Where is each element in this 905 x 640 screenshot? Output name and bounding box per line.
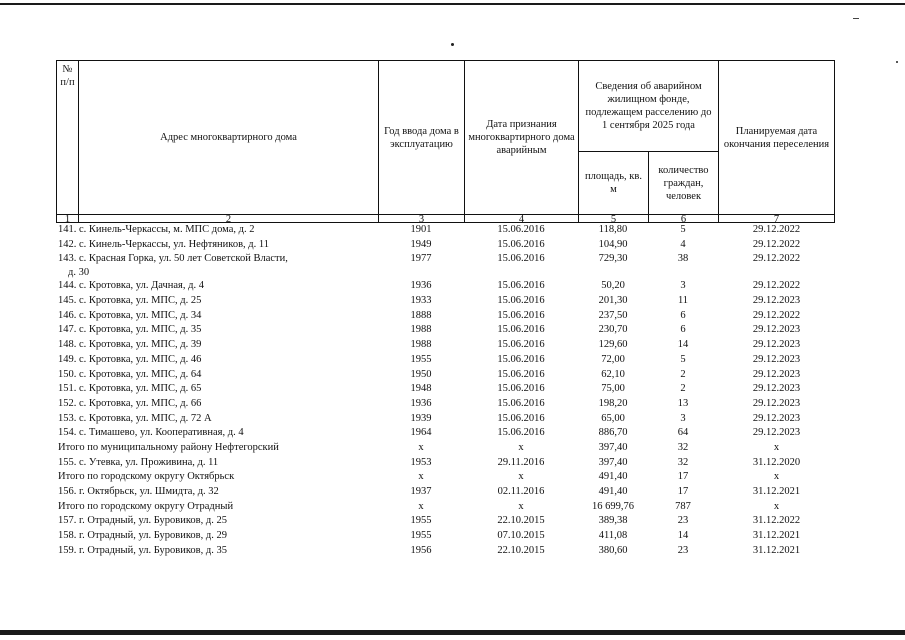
row-address: 144. с. Кротовка, ул. Дачная, д. 4 [58,280,204,292]
row-plan: 29.12.2022 [752,238,801,250]
row-year: 1955 [410,530,432,542]
row-year: 1953 [410,456,432,468]
row-address: 156. г. Октябрьск, ул. Шмидта, д. 32 [58,486,219,497]
row-area: 129,60 [598,339,628,351]
table-row [56,382,835,397]
row-year: 1948 [410,383,432,395]
row-plan: 29.12.2023 [752,353,801,365]
row-plan: х [773,500,780,512]
row-area: 16 699,76 [592,500,634,512]
header-col-number: 3 [378,215,465,223]
row-date: 22.10.2015 [497,544,545,556]
row-address: Итого по городскому округу Отрадный [58,500,234,512]
row-date: 15.06.2016 [497,309,545,321]
table-row [56,412,835,427]
row-address: 152. с. Кротовка, ул. МПС, д. 66 [58,397,202,409]
table-row [56,238,835,253]
row-address: 147. с. Кротовка, ул. МПС, д. 35 [58,324,202,336]
row-area: 72,00 [601,353,625,365]
scan-speck [853,18,859,19]
row-date: 15.06.2016 [497,224,545,235]
table-row [56,338,835,353]
header-col-number: 4 [464,215,579,223]
row-area: 65,00 [601,412,625,424]
scan-bottom-edge [0,630,905,635]
row-plan: 29.12.2023 [752,427,801,439]
row-plan: 29.12.2023 [752,339,801,351]
row-count: 4 [680,238,686,250]
row-area: 75,00 [601,383,625,395]
row-address: Итого по муниципальному району Нефтегорский [58,441,279,453]
row-year: 1939 [410,412,432,424]
row-year: 1888 [410,309,432,321]
row-area: 397,40 [598,441,628,453]
row-area: 491,40 [598,486,628,497]
row-address: 154. с. Тимашево, ул. Кооперативная, д. 4 [58,427,244,439]
row-year: 1955 [410,515,432,527]
row-plan: 29.12.2022 [752,224,801,235]
row-plan: 29.12.2023 [752,397,801,409]
row-plan: 31.12.2021 [752,544,801,556]
row-plan: 29.12.2023 [752,324,801,336]
row-address: 145. с. Кротовка, ул. МПС, д. 25 [58,295,202,307]
row-count: 787 [675,500,691,512]
row-area: 491,40 [598,471,628,483]
row-area: 104,90 [598,238,628,250]
row-count: 3 [680,412,686,424]
table-row [56,456,835,471]
row-count: 23 [677,544,689,556]
header-group: Сведения об аварийном жилищном фонде, подлежащем расселению до 1 сентября 2025 года [578,60,719,152]
row-address: 146. с. Кротовка, ул. МПС, д. 34 [58,309,202,321]
row-year: х [418,441,424,453]
row-count: 23 [677,515,689,527]
row-year: 1936 [410,397,432,409]
row-area: 198,20 [598,397,628,409]
row-plan: 29.12.2023 [752,383,801,395]
table-row [56,514,835,529]
row-date: 15.06.2016 [497,427,545,439]
row-count: 6 [680,324,686,336]
table-row [56,309,835,324]
row-date: х [518,471,524,483]
row-plan: 29.12.2023 [752,295,801,307]
scan-speck [451,43,454,46]
row-date: 15.06.2016 [497,280,545,292]
row-area: 62,10 [601,368,625,380]
table-row [56,368,835,383]
row-address: 155. с. Утевка, ул. Проживина, д. 11 [58,456,219,468]
row-address [58,252,376,279]
row-date: 15.06.2016 [497,238,545,250]
row-count: 5 [680,224,686,235]
row-plan: 31.12.2022 [752,515,801,527]
header-col-number: 6 [648,215,719,223]
row-address-line2: д. 30 [68,266,90,278]
row-year: 1949 [410,238,432,250]
row-count: 13 [677,397,689,409]
row-address: 158. г. Отрадный, ул. Буровиков, д. 29 [58,530,227,542]
row-year: 1955 [410,353,432,365]
row-date: 15.06.2016 [497,324,545,336]
header-col-number: 7 [718,215,835,223]
row-count: 32 [677,456,689,468]
table-row [56,544,835,559]
header-plan: Планируемая дата окончания переселения [718,60,835,215]
table-row [56,323,835,338]
row-year: 1937 [410,486,432,497]
row-count: 2 [680,368,686,380]
row-area: 118,80 [598,224,628,235]
row-date: 15.06.2016 [497,368,545,380]
row-area: 411,08 [598,530,628,542]
row-address: 149. с. Кротовка, ул. МПС, д. 46 [58,353,202,365]
row-plan: 29.12.2022 [752,280,801,292]
row-date: х [518,500,524,512]
row-date: 15.06.2016 [497,353,545,365]
row-count: 64 [677,427,689,439]
row-count: 14 [677,530,689,542]
row-address: 151. с. Кротовка, ул. МПС, д. 65 [58,383,202,395]
row-address: 150. с. Кротовка, ул. МПС, д. 64 [58,368,202,380]
row-plan: 29.12.2023 [752,368,801,380]
row-address: 142. с. Кинель-Черкассы, ул. Нефтяников, д. 11 [58,238,269,250]
row-area: 389,38 [598,515,628,527]
row-area: 230,70 [598,324,628,336]
row-area: 237,50 [598,309,628,321]
row-count: 5 [680,353,686,365]
header-date: Дата признания многоквартирного дома аварийным [464,60,579,215]
row-area: 397,40 [598,456,628,468]
table-row [56,397,835,412]
row-date: 15.06.2016 [497,253,545,265]
row-year: 1956 [410,544,432,556]
row-year: х [418,471,424,483]
row-year: 1933 [410,295,432,307]
row-count: 6 [680,309,686,321]
row-plan: 29.12.2023 [752,412,801,424]
row-address: 153. с. Кротовка, ул. МПС, д. 72 А [58,412,212,424]
header-year: Год ввода дома в эксплуатацию [378,60,465,215]
row-count: 2 [680,383,686,395]
row-plan: 31.12.2021 [752,530,801,542]
row-date: 15.06.2016 [497,339,545,351]
row-date: 02.11.2016 [497,486,545,497]
row-year: 1936 [410,280,432,292]
table-row [56,294,835,309]
table-row [56,279,835,294]
row-count: 14 [677,339,689,351]
row-area: 50,20 [601,280,625,292]
row-address: 141. с. Кинель-Черкассы, м. МПС дома, д. 2 [58,224,255,235]
row-address: 157. г. Отрадный, ул. Буровиков, д. 25 [58,515,227,527]
row-plan: х [773,441,780,453]
header-count: количество граждан, человек [648,151,719,215]
scan-speck [896,61,898,63]
table-row [56,223,835,238]
header-col-number: 5 [578,215,649,223]
row-plan: х [773,471,780,483]
row-date: х [518,441,524,453]
row-address: 148. с. Кротовка, ул. МПС, д. 39 [58,339,202,351]
row-area: 201,30 [598,295,628,307]
scan-top-edge [0,3,905,5]
header-address: Адрес многоквартирного дома [78,60,379,215]
row-plan: 29.12.2022 [752,309,801,321]
row-date: 29.11.2016 [497,456,545,468]
table-row-subtotal [56,470,835,485]
row-date: 15.06.2016 [497,295,545,307]
header-col-number: 1 [56,215,79,223]
table-row [56,252,835,279]
row-date: 07.10.2015 [497,530,545,542]
row-date: 15.06.2016 [497,383,545,395]
table-row-subtotal [56,500,835,515]
row-plan: 31.12.2021 [752,486,801,497]
row-date: 15.06.2016 [497,412,545,424]
table-row-subtotal [56,441,835,456]
row-area: 729,30 [598,253,628,265]
row-year: 1964 [410,427,432,439]
row-count: 32 [677,441,689,453]
table-body [56,223,835,558]
row-year: 1901 [410,224,432,235]
table-row [56,529,835,544]
header-col-number: 2 [78,215,379,223]
row-date: 22.10.2015 [497,515,545,527]
row-count: 17 [677,471,689,483]
header-num: № п/п [56,60,79,215]
table-header [56,60,835,225]
row-count: 3 [680,280,686,292]
row-date: 15.06.2016 [497,397,545,409]
table-row [56,485,835,500]
row-address: Итого по городскому округу Октябрьск [58,471,235,483]
row-count: 17 [677,486,689,497]
row-address-line1: 143. с. Красная Горка, ул. 50 лет Советской Власти, [58,253,288,265]
row-area: 886,70 [598,427,628,439]
row-area: 380,60 [598,544,628,556]
row-year: 1988 [410,339,432,351]
row-plan: 29.12.2022 [752,253,801,265]
row-count: 38 [677,253,689,265]
row-address: 159. г. Отрадный, ул. Буровиков, д. 35 [58,544,227,556]
header-area: площадь, кв. м [578,151,649,215]
row-year: 1977 [410,253,432,265]
row-plan: 31.12.2020 [752,456,801,468]
table-row [56,353,835,368]
table-row [56,426,835,441]
row-year: х [418,500,424,512]
row-count: 11 [677,295,689,307]
row-year: 1950 [410,368,432,380]
row-year: 1988 [410,324,432,336]
